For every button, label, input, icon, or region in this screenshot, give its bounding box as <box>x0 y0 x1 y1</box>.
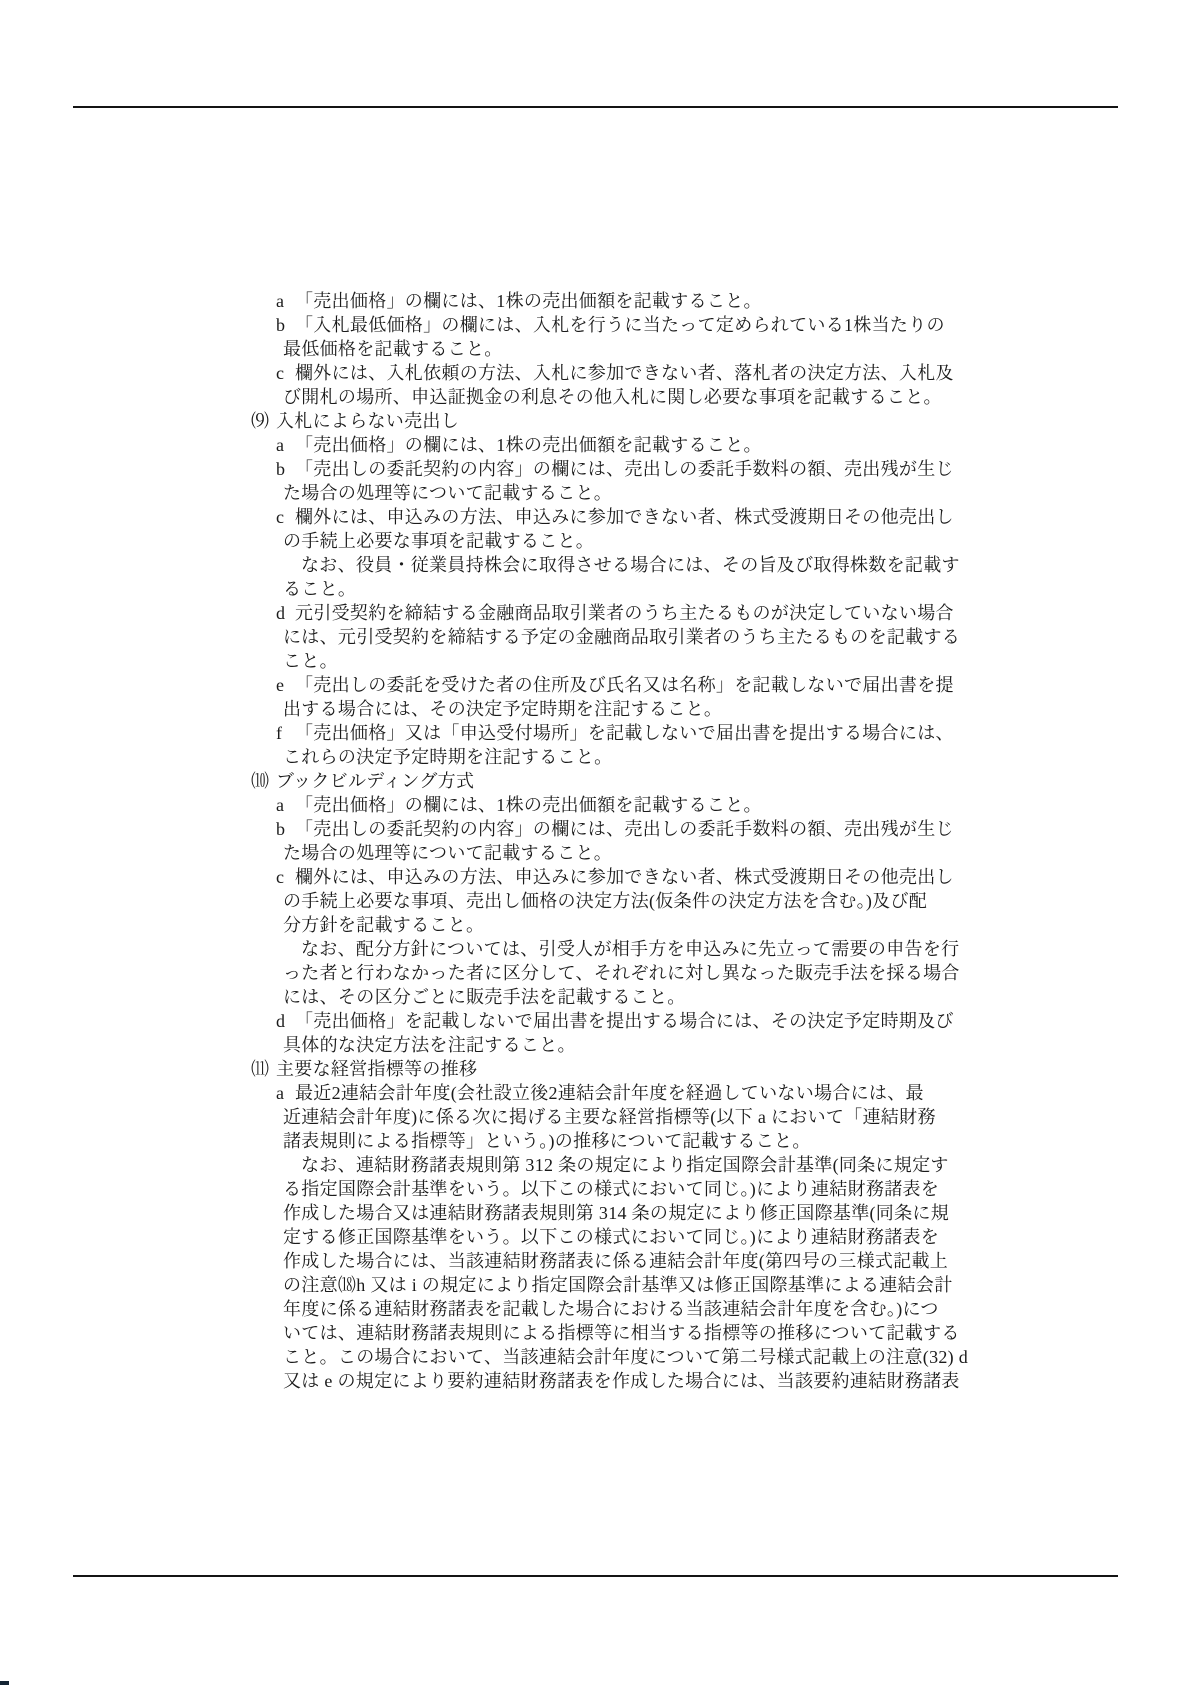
line-text: ブックビルディング方式 <box>276 771 475 791</box>
line-text: こと。 <box>283 651 338 671</box>
item-marker: e <box>276 675 284 695</box>
line-text: 最低価格を記載すること。 <box>283 339 503 359</box>
text-line <box>0 1297 1192 1321</box>
line-text: の手続上必要な事項、売出し価格の決定方法(仮条件の決定方法を含む。)及び配 <box>283 891 928 911</box>
line-text: る指定国際会計基準をいう。以下この様式において同じ。)により連結財務諸表を <box>283 1179 940 1199</box>
line-text: 年度に係る連結財務諸表を記載した場合における当該連結会計年度を含む。)につ <box>283 1299 939 1319</box>
line-text: 「売出価格」又は「申込受付場所」を記載しないで届出書を提出する場合には、 <box>295 723 954 743</box>
text-line <box>0 649 1192 673</box>
line-text: いては、連結財務諸表規則による指標等に相当する指標等の推移について記載する <box>283 1323 960 1343</box>
text-line <box>0 721 1192 745</box>
line-text: 「売出価格」を記載しないで届出書を提出する場合には、その決定予定時期及び <box>295 1011 954 1031</box>
line-text: 「売出価格」の欄には、1株の売出価額を記載すること。 <box>295 435 762 455</box>
text-line <box>0 697 1192 721</box>
item-marker: b <box>276 459 285 479</box>
text-line <box>0 673 1192 697</box>
text-line <box>0 1273 1192 1297</box>
text-line <box>0 385 1192 409</box>
line-text: ること。 <box>283 579 357 599</box>
text-line <box>0 313 1192 337</box>
item-marker: b <box>276 315 285 335</box>
line-text: 最近2連結会計年度(会社設立後2連結会計年度を経過していない場合には、最 <box>295 1083 924 1103</box>
text-line <box>0 1057 1192 1081</box>
text-line <box>0 409 1192 433</box>
line-text: の注意⒅h 又は i の規定により指定国際会計基準又は修正国際基準による連結会計 <box>283 1275 953 1295</box>
line-text: には、その区分ごとに販売手法を記載すること。 <box>283 987 686 1007</box>
text-line <box>0 1009 1192 1033</box>
text-line <box>0 1033 1192 1057</box>
text-line <box>0 841 1192 865</box>
text-line <box>0 1105 1192 1129</box>
item-marker: a <box>276 435 284 455</box>
text-line <box>0 1369 1192 1393</box>
item-marker: a <box>276 795 284 815</box>
line-text: 作成した場合には、当該連結財務諸表に係る連結会計年度(第四号の三様式記載上 <box>283 1251 949 1271</box>
text-line <box>0 865 1192 889</box>
line-text: 又は e の規定により要約連結財務諸表を作成した場合には、当該要約連結財務諸表 <box>283 1371 960 1391</box>
text-line <box>0 745 1192 769</box>
text-line <box>0 361 1192 385</box>
text-line <box>0 889 1192 913</box>
text-line <box>0 577 1192 601</box>
line-text: 欄外には、申込みの方法、申込みに参加できない者、株式受渡期日その他売出し <box>295 507 954 527</box>
text-line <box>0 769 1192 793</box>
item-marker: d <box>276 603 285 623</box>
line-text: 定する修正国際基準をいう。以下この様式において同じ。)により連結財務諸表を <box>283 1227 940 1247</box>
item-marker: ⑽ <box>251 771 269 791</box>
text-line <box>0 817 1192 841</box>
text-line <box>0 1321 1192 1345</box>
text-column <box>0 289 1192 1393</box>
text-line <box>0 1201 1192 1225</box>
text-line <box>0 553 1192 577</box>
text-line <box>0 1153 1192 1177</box>
line-text: 「売出しの委託契約の内容」の欄には、売出しの委託手数料の額、売出残が生じ <box>295 459 954 479</box>
line-text: これらの決定予定時期を注記すること。 <box>283 747 613 767</box>
text-line <box>0 793 1192 817</box>
item-marker: b <box>276 819 285 839</box>
line-text: 「売出しの委託契約の内容」の欄には、売出しの委託手数料の額、売出残が生じ <box>295 819 954 839</box>
item-marker: c <box>276 867 284 887</box>
line-text: 作成した場合又は連結財務諸表規則第 314 条の規定により修正国際基準(同条に規 <box>283 1203 949 1223</box>
text-line <box>0 1177 1192 1201</box>
line-text: び開札の場所、申込証拠金の利息その他入札に関し必要な事項を記載すること。 <box>283 387 942 407</box>
line-text: 「売出価格」の欄には、1株の売出価額を記載すること。 <box>295 291 762 311</box>
text-line <box>0 913 1192 937</box>
line-text: こと。この場合において、当該連結会計年度について第二号様式記載上の注意(32) d <box>283 1347 969 1367</box>
line-text: 出する場合には、その決定予定時期を注記すること。 <box>283 699 723 719</box>
text-line <box>0 337 1192 361</box>
line-text: には、元引受契約を締結する予定の金融商品取引業者のうち主たるものを記載する <box>283 627 961 647</box>
text-line <box>0 433 1192 457</box>
line-text: た場合の処理等について記載すること。 <box>283 843 613 863</box>
line-text: なお、連結財務諸表規則第 312 条の規定により指定国際会計基準(同条に規定す <box>301 1155 949 1175</box>
line-text: 元引受契約を締結する金融商品取引業者のうち主たるものが決定していない場合 <box>295 603 954 623</box>
item-marker: ⑼ <box>251 411 269 431</box>
item-marker: c <box>276 507 284 527</box>
line-text: った者と行わなかった者に区分して、それぞれに対し異なった販売手法を採る場合 <box>283 963 960 983</box>
line-text: 分方針を記載すること。 <box>283 915 485 935</box>
item-marker: a <box>276 1083 284 1103</box>
text-line <box>0 1345 1192 1369</box>
line-text: 「入札最低価格」の欄には、入札を行うに当たって定められている1株当たりの <box>295 315 945 335</box>
text-line <box>0 1081 1192 1105</box>
line-text: 欄外には、入札依頼の方法、入札に参加できない者、落札者の決定方法、入札及 <box>295 363 954 383</box>
text-line <box>0 505 1192 529</box>
text-line <box>0 457 1192 481</box>
top-horizontal-rule <box>73 106 1118 108</box>
item-marker: a <box>276 291 284 311</box>
line-text: 入札によらない売出し <box>276 411 459 431</box>
line-text: 主要な経営指標等の推移 <box>276 1059 478 1079</box>
line-text: 近連結会計年度)に係る次に掲げる主要な経営指標等(以下 a において「連結財務 <box>283 1107 936 1127</box>
text-line <box>0 481 1192 505</box>
text-line <box>0 1129 1192 1153</box>
line-text: なお、配分方針については、引受人が相手方を申込みに先立って需要の申告を行 <box>301 939 960 959</box>
line-text: の手続上必要な事項を記載すること。 <box>283 531 595 551</box>
item-marker: d <box>276 1011 285 1031</box>
line-text: た場合の処理等について記載すること。 <box>283 483 613 503</box>
text-line <box>0 1249 1192 1273</box>
item-marker: ⑾ <box>251 1059 269 1079</box>
line-text: 「売出価格」の欄には、1株の売出価額を記載すること。 <box>295 795 762 815</box>
line-text: 「売出しの委託を受けた者の住所及び氏名又は名称」を記載しないで届出書を提 <box>295 675 954 695</box>
item-marker: c <box>276 363 284 383</box>
text-line <box>0 601 1192 625</box>
line-text: なお、役員・従業員持株会に取得させる場合には、その旨及び取得株数を記載す <box>301 555 960 575</box>
text-line <box>0 961 1192 985</box>
text-line <box>0 985 1192 1009</box>
text-line <box>0 289 1192 313</box>
text-line <box>0 937 1192 961</box>
item-marker: f <box>276 723 282 743</box>
text-line <box>0 1225 1192 1249</box>
text-line <box>0 625 1192 649</box>
line-text: 具体的な決定方法を注記すること。 <box>283 1035 576 1055</box>
line-text: 諸表規則による指標等」という。)の推移について記載すること。 <box>283 1131 811 1151</box>
line-text: 欄外には、申込みの方法、申込みに参加できない者、株式受渡期日その他売出し <box>295 867 954 887</box>
scan-artifact <box>0 1681 9 1685</box>
text-line <box>0 529 1192 553</box>
bottom-horizontal-rule <box>73 1575 1118 1577</box>
